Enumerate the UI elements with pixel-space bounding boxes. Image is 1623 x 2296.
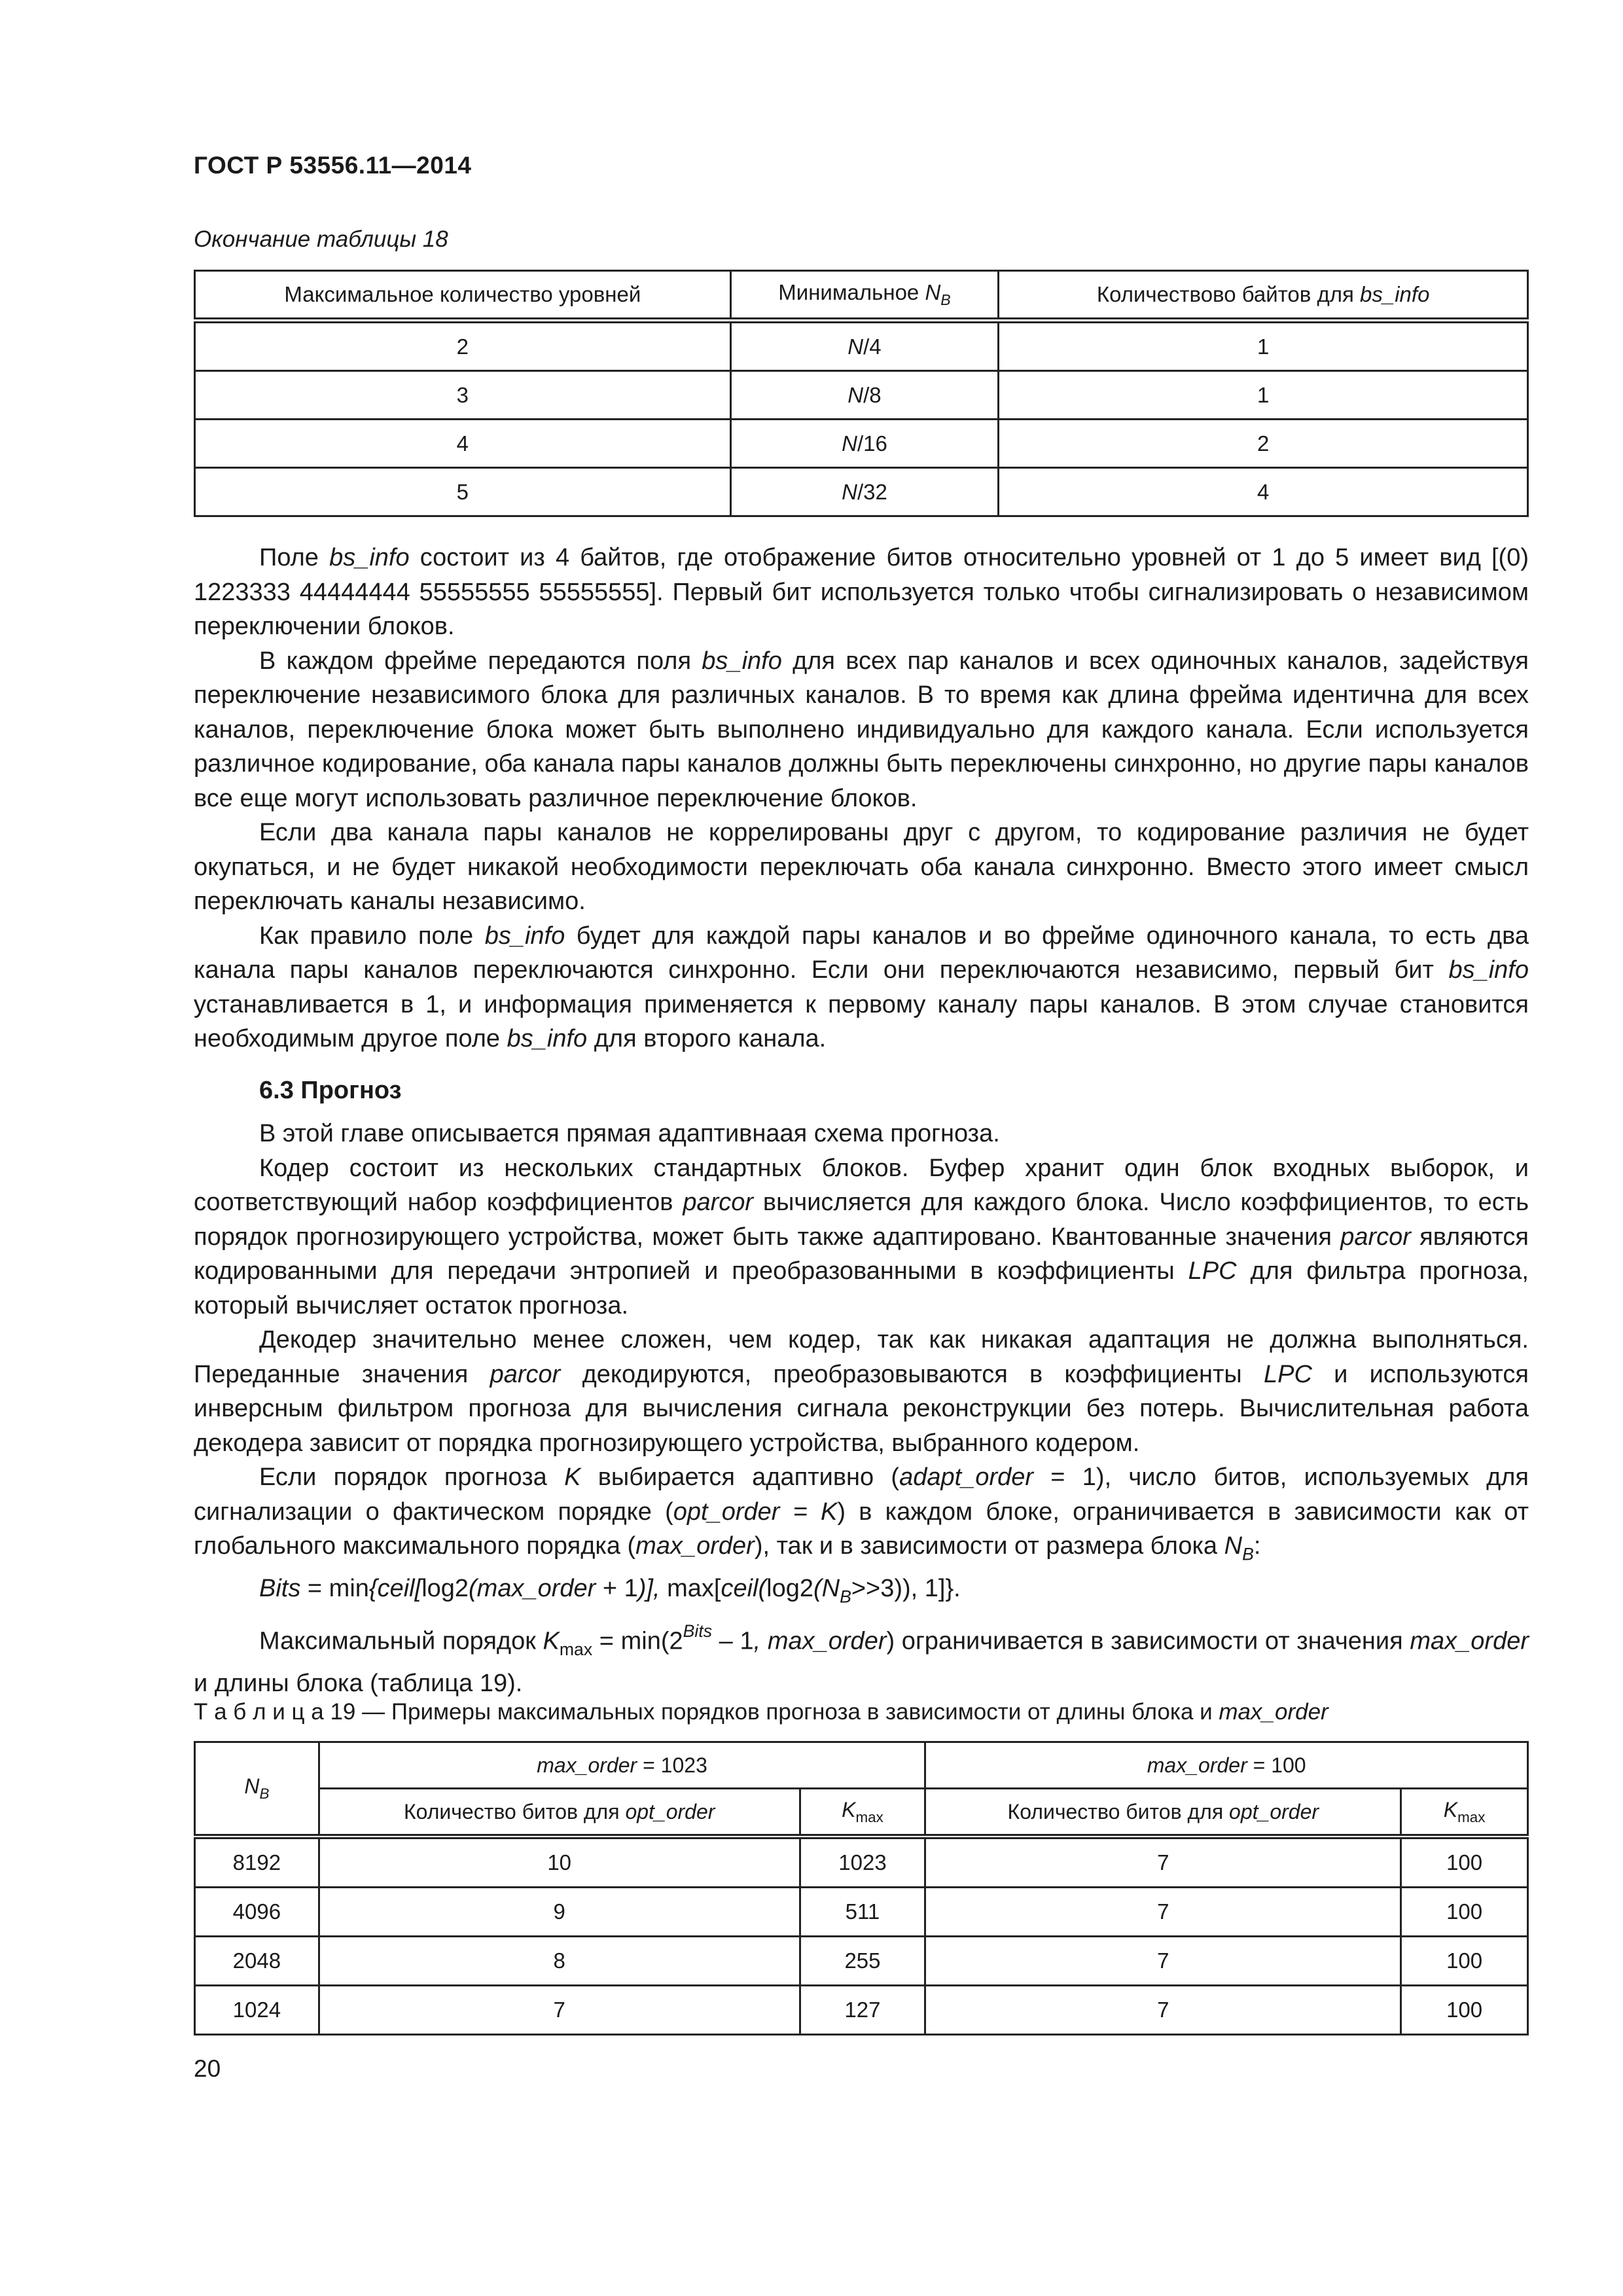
table19-cell: 8192 <box>195 1837 319 1888</box>
table19-header-nb <box>195 1742 319 1837</box>
table-row <box>195 1937 1528 1986</box>
table18-cell-n: N <box>847 334 864 359</box>
table19-cell: 100 <box>1401 1837 1528 1888</box>
table18-header-min-label: Минимальное <box>778 279 925 304</box>
formula-bits <box>194 1571 1529 1614</box>
text-run: В каждом фрейме передаются поля <box>259 647 702 675</box>
table19-k: K <box>1443 1797 1458 1821</box>
table-row <box>195 1837 1528 1888</box>
table19-bits-label: Количество битов для <box>403 1799 626 1823</box>
table19-cell: 127 <box>800 1986 925 2035</box>
table19-cell: 7 <box>925 1937 1401 1986</box>
term-bs-info: bs_info <box>329 544 410 571</box>
table19-group-100 <box>925 1742 1528 1789</box>
term-opt-order: opt_order = K <box>673 1498 838 1526</box>
page-number: 20 <box>194 2055 221 2082</box>
table18-cell: 2 <box>195 321 731 371</box>
text-run: являются кодированными для передачи энтропией и преобразованными в коэффициенты <box>194 1223 1529 1285</box>
table19-header-kmax <box>800 1789 925 1837</box>
table19-header-kmax <box>1401 1789 1528 1837</box>
table18-cell <box>730 420 999 468</box>
text-run: состоит из 4 байтов, где отображение битов относительно уровней от 1 до 5 имеет вид [(0) 1223333 44444444 55555555 55555555]. Первый бит используется только чтобы сигнализировать о независимом переключении блоков. <box>194 544 1529 640</box>
term-k: K <box>564 1463 581 1491</box>
table19-group-term: max_order <box>537 1753 637 1777</box>
table19-cell: 7 <box>319 1986 800 2035</box>
term-parcor: parcor <box>1340 1223 1411 1251</box>
term-k-sub: max <box>559 1639 593 1659</box>
table19-bits-label: Количество битов для <box>1007 1799 1230 1823</box>
table19-header-bits <box>925 1789 1401 1837</box>
text-run: для всех пар каналов и всех одиночных каналов, задействуя переключение независимого блока для различных каналов. В то время как длина фрейма идентична для всех каналов, переключение блока может быть выполнено индивидуально для каждого канала. Если используется различное кодирование, оба канала пары каналов должны быть переключены синхронно, но другие пары каналов все еще могут использовать различное переключение блоков. <box>194 647 1529 812</box>
text-run: Как правило поле <box>259 922 485 950</box>
table18-cell-div: /4 <box>863 334 882 359</box>
text-run: = 1), число битов, используемых для сигнализации о фактическом порядке ( <box>194 1463 1529 1526</box>
table19-caption <box>194 1699 1329 1725</box>
formula-part: >>3)), 1]}. <box>851 1574 961 1602</box>
table18-cell: 1 <box>999 371 1528 420</box>
table19-cell: 10 <box>319 1837 800 1888</box>
term-parcor: parcor <box>490 1360 561 1388</box>
term-n-sub: B <box>1242 1544 1254 1564</box>
table18-header-row <box>195 271 1528 321</box>
text-run: Если порядок прогноза <box>259 1463 565 1491</box>
table18-cell: 1 <box>999 321 1528 371</box>
table18-cell-div: /16 <box>857 431 887 456</box>
table18-cell: 3 <box>195 371 731 420</box>
table18-cell: 4 <box>195 420 731 468</box>
term-max-order: max_order <box>1410 1627 1529 1655</box>
paragraph-bsinfo-pairs <box>194 919 1529 1056</box>
text-run: устанавливается в 1, и информация применяется к первому каналу пары каналов. В этом случае становится необходимым другое поле <box>194 990 1529 1052</box>
table18-cell-n: N <box>842 431 857 456</box>
body-text <box>194 541 1529 1701</box>
term-parcor: parcor <box>683 1189 754 1216</box>
formula-part: B <box>840 1587 851 1607</box>
table18-cell: 2 <box>999 420 1528 468</box>
table-18 <box>194 270 1529 517</box>
table19-group-row <box>195 1742 1528 1789</box>
term-adapt-order: adapt_order <box>899 1463 1034 1491</box>
paragraph-decoder <box>194 1323 1529 1460</box>
table19-caption-text: Т а б л и ц а 19 — Примеры максимальных порядков прогноза в зависимости от длины блока и <box>194 1699 1219 1725</box>
table18-header-bytes <box>999 271 1528 321</box>
table19-cell: 511 <box>800 1888 925 1937</box>
table18-cell-div: /8 <box>863 382 882 407</box>
text-run: Декодер значительно менее сложен, чем кодер, так как никакая адаптация не должна выполняться. Переданные значения <box>194 1326 1529 1388</box>
table19-cell: 7 <box>925 1986 1401 2035</box>
formula-part: log2 <box>421 1574 469 1602</box>
section-heading: 6.3 Прогноз <box>259 1076 402 1104</box>
table19-group-1023 <box>319 1742 925 1789</box>
text-run: Максимальный порядок <box>259 1627 543 1655</box>
text-run: ) ограничивается в зависимости от значения <box>886 1627 1410 1655</box>
table19-cell: 1024 <box>195 1986 319 2035</box>
paragraph-kmax <box>194 1614 1529 1701</box>
term-lpc: LPC <box>1263 1360 1312 1388</box>
text-run: и длины блока (таблица 19). <box>194 1670 523 1697</box>
text-run: = min(2 <box>592 1627 683 1655</box>
term-max-order: max_order <box>635 1532 755 1560</box>
table19-k: K <box>842 1797 856 1821</box>
table-row <box>195 1986 1528 2035</box>
table18-cell <box>730 321 999 371</box>
table18-cell-n: N <box>847 382 864 407</box>
table18-header-n: N <box>925 279 941 304</box>
term-k: K <box>543 1627 560 1655</box>
table19-k-sub: max <box>1457 1808 1486 1825</box>
term-max-order: , max_order <box>753 1627 887 1655</box>
term-lpc: LPC <box>1188 1257 1237 1285</box>
table19-cell: 100 <box>1401 1986 1528 2035</box>
table-row <box>195 420 1528 468</box>
table18-header-min-nb <box>730 271 999 321</box>
table-19 <box>194 1741 1529 2036</box>
formula-part: + 1 <box>596 1574 638 1602</box>
text-run: будет для каждой пары каналов и во фрейме одиночного канала, то есть два канала пары каналов переключаются синхронно. Если они переключаются независимо, первый бит <box>194 922 1529 984</box>
formula-part: ceil( <box>721 1574 767 1602</box>
term-bs-info: bs_info <box>1448 956 1529 984</box>
table19-cell: 255 <box>800 1937 925 1986</box>
text-run: декодируются, преобразовываются в коэффициенты <box>560 1360 1264 1388</box>
table19-bits-term: opt_order <box>1229 1799 1319 1823</box>
paragraph-order <box>194 1460 1529 1571</box>
table19-group-value: = 1023 <box>637 1753 707 1777</box>
paragraph-uncorrelated: Если два канала пары каналов не коррелированы друг с другом, то кодирование различия не будет окупаться, и не будет никакой необходимости переключать оба канала синхронно. Вместо этого имеет смысл переключать каналы независимо. <box>194 819 1529 915</box>
term-bs-info: bs_info <box>702 647 782 675</box>
table19-bits-term: opt_order <box>625 1799 715 1823</box>
table19-subheader-row <box>195 1789 1528 1837</box>
table18-cell: 5 <box>195 468 731 516</box>
text-run: Кодер состоит из нескольких стандартных блоков. Буфер хранит один блок входных выборок, и соответствующий набор коэффициентов <box>194 1154 1529 1216</box>
text-run: : <box>1253 1532 1261 1560</box>
formula-part: (max_order <box>469 1574 596 1602</box>
text-run: ) в каждом блоке, ограничивается в зависимости как от глобального максимального порядка ( <box>194 1498 1529 1560</box>
table-row <box>195 1888 1528 1937</box>
document-header: ГОСТ Р 53556.11—2014 <box>194 152 472 179</box>
table19-group-term: max_order <box>1147 1753 1247 1777</box>
term-bs-info: bs_info <box>507 1025 588 1052</box>
table19-cell: 7 <box>925 1837 1401 1888</box>
paragraph-bsinfo-size <box>194 541 1529 644</box>
table18-cell <box>730 371 999 420</box>
table18-cell: 4 <box>999 468 1528 516</box>
text-run: – 1 <box>712 1627 754 1655</box>
table19-cell: 8 <box>319 1937 800 1986</box>
table19-header-bits <box>319 1789 800 1837</box>
text-run: и используются инверсным фильтром прогноза для вычисления сигнала реконструкции без потерь. Вычислительная работа декодера зависит от порядка прогнозирующего устройства, выбранного кодером. <box>194 1360 1529 1457</box>
table19-caption-term: max_order <box>1219 1699 1329 1725</box>
table19-cell: 4096 <box>195 1888 319 1937</box>
text-run: вычисляется для каждого блока. Число коэффициентов, то есть порядок прогнозирующего устройства, может быть также адаптировано. Квантованные значения <box>194 1189 1529 1251</box>
table19-cell: 100 <box>1401 1888 1528 1937</box>
paragraph-encoder <box>194 1151 1529 1323</box>
term-bits-sup: Bits <box>683 1621 713 1641</box>
formula-part: log2 <box>766 1574 813 1602</box>
table19-cell: 7 <box>925 1888 1401 1937</box>
table19-nb-sub: B <box>259 1785 270 1802</box>
table-row <box>195 468 1528 516</box>
text-run: для второго канала. <box>587 1025 827 1052</box>
table18-header-levels: Максимальное количество уровней <box>195 271 731 321</box>
formula-part: {ceil[ <box>368 1574 422 1602</box>
text-run: для фильтра прогноза, который вычисляет остаток прогноза. <box>194 1257 1529 1319</box>
table18-cell <box>730 468 999 516</box>
table18-header-bsinfo: bs_info <box>1360 282 1430 306</box>
table-row <box>195 321 1528 371</box>
table19-cell: 2048 <box>195 1937 319 1986</box>
formula-part: Bits <box>259 1574 301 1602</box>
text-run: ), так и в зависимости от размера блока <box>754 1532 1224 1560</box>
table18-header-b: B <box>940 291 951 309</box>
table18-cell-n: N <box>842 479 857 504</box>
table19-k-sub: max <box>855 1808 883 1825</box>
term-bs-info: bs_info <box>484 922 565 950</box>
table18-caption: Окончание таблицы 18 <box>194 226 448 252</box>
table19-group-value: = 100 <box>1247 1753 1306 1777</box>
formula-part: = min <box>300 1574 369 1602</box>
paragraph-bsinfo-frames <box>194 644 1529 816</box>
table19-cell: 9 <box>319 1888 800 1937</box>
term-n: N <box>1224 1532 1243 1560</box>
table19-cell: 1023 <box>800 1837 925 1888</box>
formula-part: max[ <box>660 1574 721 1602</box>
paragraph-intro: В этой главе описывается прямая адаптивнаая схема прогноза. <box>259 1120 1000 1147</box>
table18-cell-div: /32 <box>857 479 887 504</box>
table19-cell: 100 <box>1401 1937 1528 1986</box>
table18-header-bytes-label: Количествово байтов для <box>1096 282 1361 306</box>
formula-part: (N <box>813 1574 840 1602</box>
text-run: Поле <box>259 544 330 571</box>
table-row <box>195 371 1528 420</box>
text-run: выбирается адаптивно ( <box>580 1463 900 1491</box>
table19-nb: N <box>244 1774 260 1799</box>
formula-part: )], <box>637 1574 660 1602</box>
